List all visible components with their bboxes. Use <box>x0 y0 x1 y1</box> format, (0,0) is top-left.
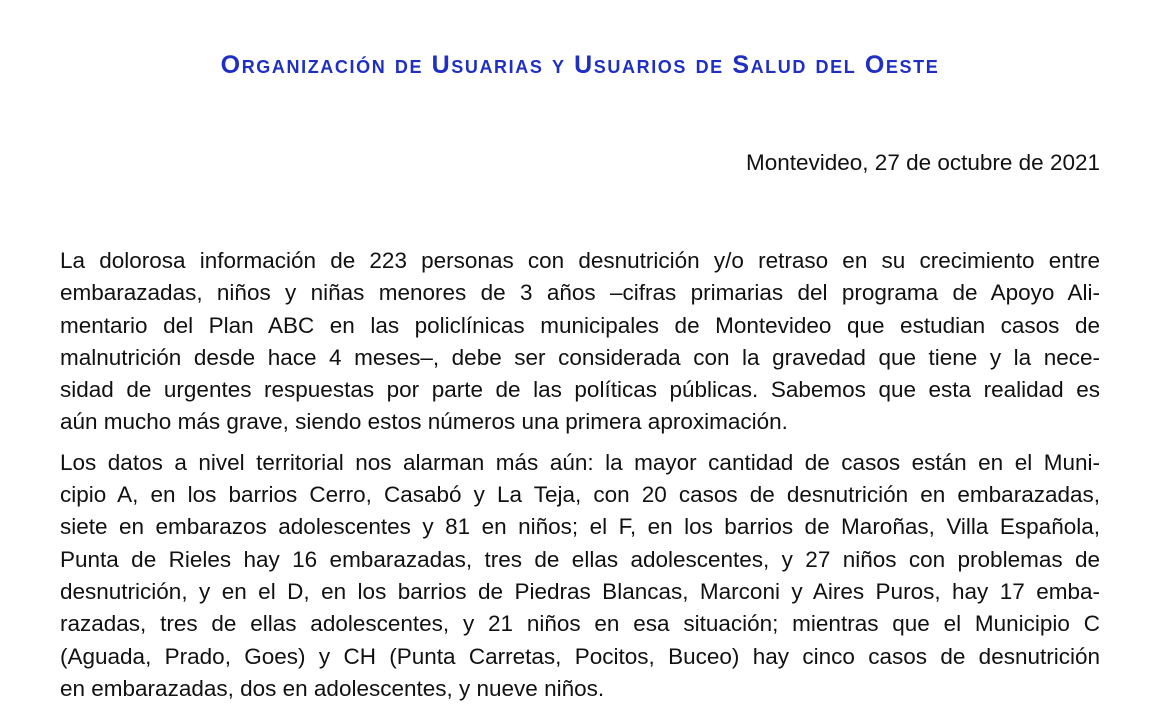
paragraph-2 <box>60 447 1100 705</box>
text-line: cipio A, en los barrios Cerro, Casabó y La Teja, con 20 casos de desnutrición en embarazadas, <box>60 482 1100 508</box>
text-line: (Aguada, Prado, Goes) y CH (Punta Carretas, Pocitos, Buceo) hay cinco casos de desnutrición <box>60 643 1100 669</box>
text-line: embarazadas, niños y niñas menores de 3 años –cifras primarias del programa de Apoyo Ali- <box>60 280 1100 306</box>
text-line: Los datos a nivel territorial nos alarman más aún: la mayor cantidad de casos están en el Muni- <box>60 449 1100 475</box>
organization-title: Organización de Usuarias y Usuarios de Salud del Oeste <box>220 51 940 79</box>
text-line: en embarazadas, dos en adolescentes, y nueve niños. <box>60 675 605 701</box>
document-body <box>60 245 1100 713</box>
text-line: razadas, tres de ellas adolescentes, y 21 niños en esa situación; mientras que el Municipio C <box>60 611 1100 637</box>
text-line: La dolorosa información de 223 personas con desnutrición y/o retraso en su crecimiento entre <box>60 248 1100 273</box>
date-line: Montevideo, 27 de octubre de 2021 <box>745 150 1100 175</box>
text-line: malnutrición desde hace 4 meses–, debe ser considerada con la gravedad que tiene y la nece- <box>60 344 1100 370</box>
text-line: siete en embarazos adolescentes y 81 en niños; el F, en los barrios de Maroñas, Villa Española, <box>60 514 1100 540</box>
text-line: sidad de urgentes respuestas por parte de las políticas públicas. Sabemos que esta realidad es <box>60 377 1100 403</box>
paragraph-1 <box>60 245 1100 439</box>
text-line: Punta de Rieles hay 16 embarazadas, tres de ellas adolescentes, y 27 niños con problemas de <box>60 546 1100 572</box>
text-line: desnutrición, y en el D, en los barrios de Piedras Blancas, Marconi y Aires Puros, hay 17 emba- <box>60 578 1100 604</box>
text-line: mentario del Plan ABC en las policlínicas municipales de Montevideo que estudian casos de <box>60 312 1100 338</box>
text-line: aún mucho más grave, siendo estos números una primera aproximación. <box>60 409 788 435</box>
